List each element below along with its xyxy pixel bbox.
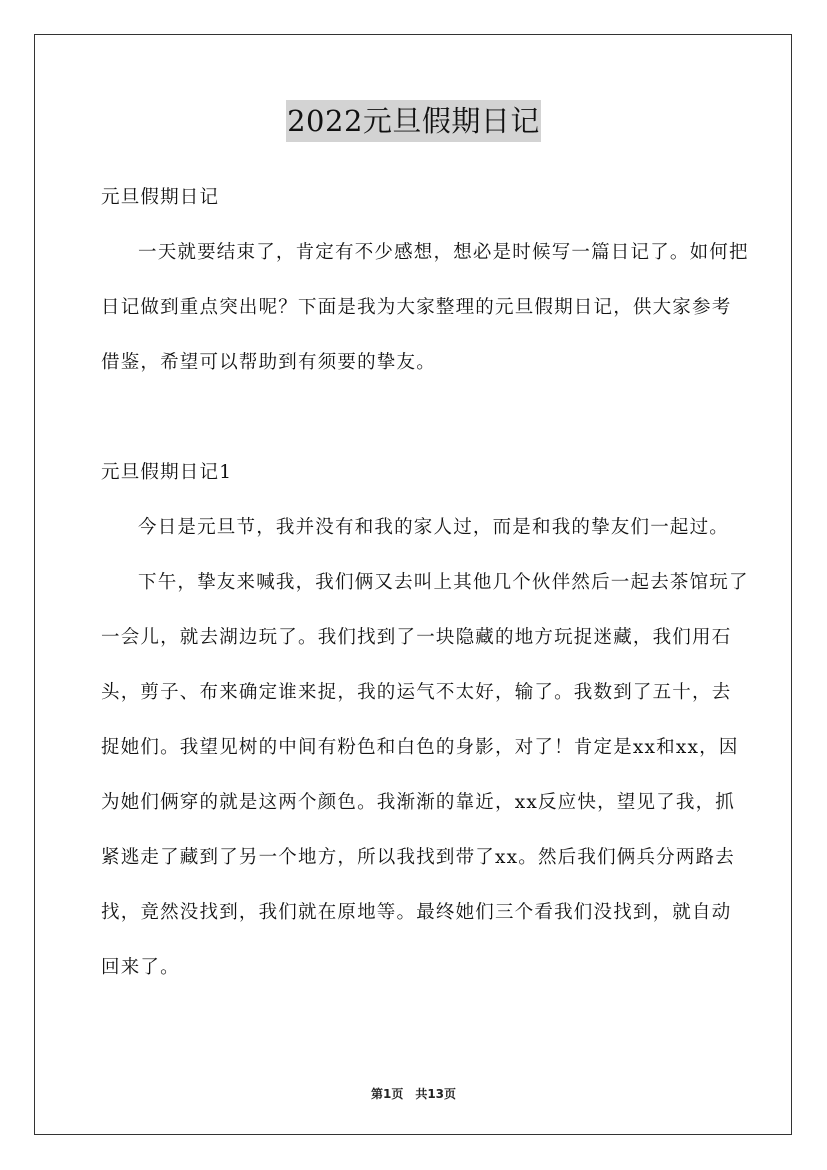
page-footer — [0, 1085, 827, 1102]
diary-paragraph-2: 下午，挚友来喊我，我们俩又去叫上其他几个伙伴然后一起去茶馆玩了一会儿，就去湖边玩了。我们找到了一块隐藏的地方玩捉迷藏，我们用石头，剪子、布来确定谁来捉，我的运气不太好，输了。我数到了五十，去捉她们。我望见树的中间有粉色和白色的身影，对了！肯定是xx和xx，因为她们俩穿的就是这两个颜色。我渐渐的靠近，xx反应快，望见了我，抓紧逃走了藏到了另一个地方，所以我找到带了xx。然后我们俩兵分两路去找，竟然没找到，我们就在原地等。最终她们三个看我们没找到，就自动回来了。 — [101, 572, 749, 978]
section-heading-diary-1: 元旦假期日记1 — [101, 462, 233, 483]
title-wrap — [0, 100, 827, 142]
section-spacer — [101, 390, 751, 445]
section-heading-intro: 元旦假期日记 — [101, 187, 220, 208]
document-title: 2022元旦假期日记 — [286, 100, 541, 142]
page-total: 共13页 — [415, 1087, 457, 1101]
diary-paragraph-1: 今日是元旦节，我并没有和我的家人过，而是和我的挚友们一起过。 — [138, 517, 730, 538]
page-number: 第1页 — [370, 1087, 404, 1101]
document-body — [101, 170, 751, 995]
intro-paragraph: 一天就要结束了，肯定有不少感想，想必是时候写一篇日记了。如何把日记做到重点突出呢？下面是我为大家整理的元旦假期日记，供大家参考借鉴，希望可以帮助到有须要的挚友。 — [101, 242, 749, 373]
